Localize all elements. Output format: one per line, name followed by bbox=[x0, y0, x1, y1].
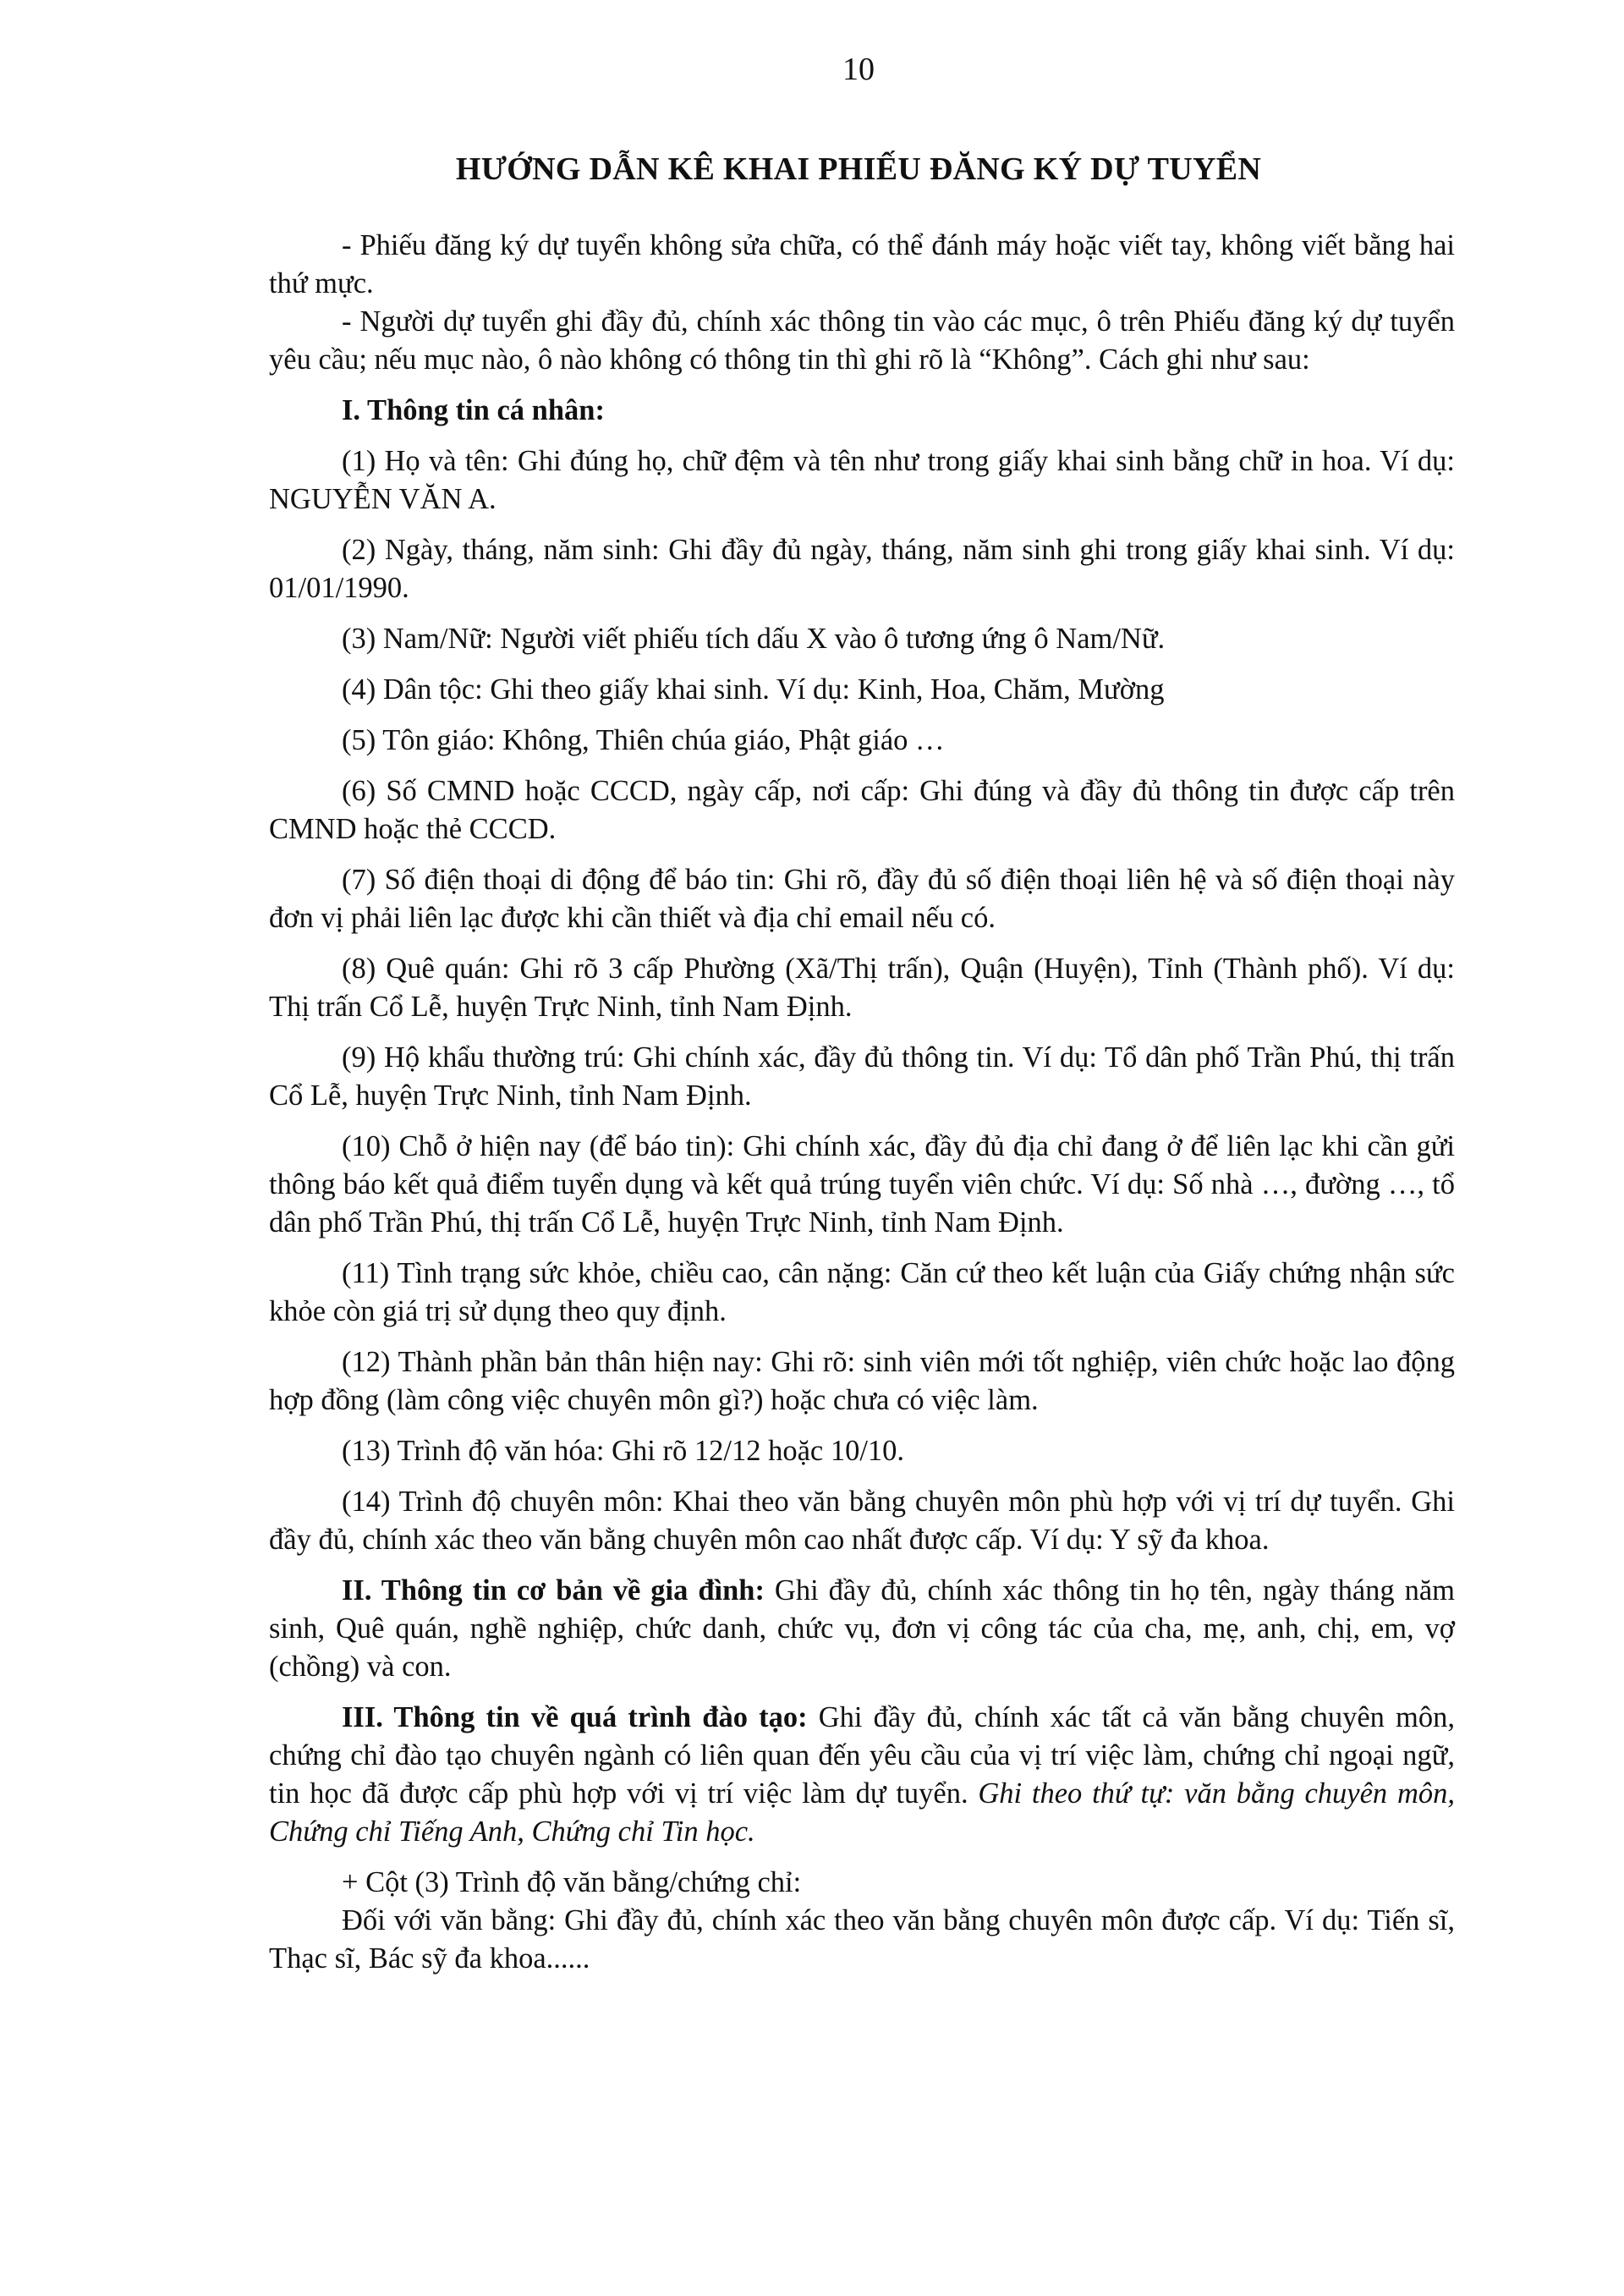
instruction-item: (14) Trình độ chuyên môn: Khai theo văn bằng chuyên môn phù hợp với vị trí dự tuyển. Ghi đầy đủ, chính xác theo văn bằng chuyên môn cao nhất được cấp. Ví dụ: Y sỹ đa khoa. bbox=[269, 1486, 1455, 1556]
section-training-info bbox=[269, 1699, 1455, 1851]
column3-text: Đối với văn bằng: Ghi đầy đủ, chính xác theo văn bằng chuyên môn được cấp. Ví dụ: Tiến sĩ, Thạc sĩ, Bác sỹ đa khoa...... bbox=[269, 1904, 1455, 1975]
instruction-item: (5) Tôn giáo: Không, Thiên chúa giáo, Phật giáo … bbox=[342, 724, 945, 756]
section-family-text: Ghi đầy đủ, chính xác thông tin họ tên, ngày tháng năm sinh, Quê quán, nghề nghiệp, chức danh, chức vụ, đơn vị công tác của cha, mẹ, anh, chị, em, vợ (chồng) và con. bbox=[269, 1574, 1455, 1683]
instruction-item: (4) Dân tộc: Ghi theo giấy khai sinh. Ví dụ: Kinh, Hoa, Chăm, Mường bbox=[342, 673, 1165, 706]
instruction-item: (1) Họ và tên: Ghi đúng họ, chữ đệm và tên như trong giấy khai sinh bằng chữ in hoa. Ví dụ: NGUYỄN VĂN A. bbox=[269, 445, 1455, 515]
column3-heading: + Cột (3) Trình độ văn bằng/chứng chỉ: bbox=[342, 1866, 802, 1898]
instruction-item: (9) Hộ khẩu thường trú: Ghi chính xác, đầy đủ thông tin. Ví dụ: Tổ dân phố Trần Phú, thị trấn Cổ Lễ, huyện Trực Ninh, tỉnh Nam Định. bbox=[269, 1041, 1455, 1112]
instruction-item: (3) Nam/Nữ: Người viết phiếu tích dấu X vào ô tương ứng ô Nam/Nữ. bbox=[342, 623, 1166, 655]
section-heading-training-info: III. Thông tin về quá trình đào tạo: bbox=[342, 1701, 808, 1733]
instruction-item: (10) Chỗ ở hiện nay (để báo tin): Ghi chính xác, đầy đủ địa chỉ đang ở để liên lạc khi cần gửi thông báo kết quả điểm tuyển dụng và kết quả trúng tuyển viên chức. Ví dụ: Số nhà …, đường …, tổ dân phố Trần Phú, thị trấn Cổ Lễ, huyện Trực Ninh, tỉnh Nam Định. bbox=[269, 1130, 1455, 1239]
intro-paragraph: - Phiếu đăng ký dự tuyển không sửa chữa, có thể đánh máy hoặc viết tay, không viết bằng hai thứ mực. bbox=[269, 229, 1455, 299]
instruction-item: (7) Số điện thoại di động để báo tin: Ghi rõ, đầy đủ số điện thoại liên hệ và số điện thoại này đơn vị phải liên lạc được khi cần thiết và địa chỉ email nếu có. bbox=[269, 864, 1455, 934]
instruction-item: (11) Tình trạng sức khỏe, chiều cao, cân nặng: Căn cứ theo kết luận của Giấy chứng nhận sức khỏe còn giá trị sử dụng theo quy định. bbox=[269, 1257, 1455, 1327]
document-body bbox=[269, 227, 1455, 1978]
instruction-item: (8) Quê quán: Ghi rõ 3 cấp Phường (Xã/Thị trấn), Quận (Huyện), Tỉnh (Thành phố). Ví dụ: Thị trấn Cổ Lễ, huyện Trực Ninh, tỉnh Nam Định. bbox=[269, 953, 1455, 1023]
document-title: HƯỚNG DẪN KÊ KHAI PHIẾU ĐĂNG KÝ DỰ TUYỂN bbox=[455, 151, 1262, 187]
page-number: 10 bbox=[842, 52, 875, 87]
section-heading-family-info: II. Thông tin cơ bản về gia đình: bbox=[342, 1574, 765, 1607]
section-training-order-note: Ghi theo thứ tự: văn bằng chuyên môn, Chứng chỉ Tiếng Anh, Chứng chỉ Tin học. bbox=[269, 1777, 1455, 1848]
instruction-item: (2) Ngày, tháng, năm sinh: Ghi đầy đủ ngày, tháng, năm sinh ghi trong giấy khai sinh. Ví dụ: 01/01/1990. bbox=[269, 534, 1455, 604]
section-training-text: Ghi đầy đủ, chính xác tất cả văn bằng chuyên môn, chứng chỉ đào tạo chuyên ngành có liên quan đến yêu cầu của vị trí việc làm, chứng chỉ ngoại ngữ, tin học đã được cấp phù hợp với vị trí việc làm dự tuyển. bbox=[269, 1701, 1456, 1810]
instruction-item: (12) Thành phần bản thân hiện nay: Ghi rõ: sinh viên mới tốt nghiệp, viên chức hoặc lao động hợp đồng (làm công việc chuyên môn gì?) hoặc chưa có việc làm. bbox=[269, 1346, 1455, 1416]
section-family-info bbox=[269, 1572, 1455, 1686]
instruction-item: (6) Số CMND hoặc CCCD, ngày cấp, nơi cấp: Ghi đúng và đầy đủ thông tin được cấp trên CMND hoặc thẻ CCCD. bbox=[269, 775, 1455, 845]
section-heading-personal-info: I. Thông tin cá nhân: bbox=[342, 394, 605, 426]
instruction-item: (13) Trình độ văn hóa: Ghi rõ 12/12 hoặc 10/10. bbox=[342, 1435, 905, 1467]
intro-paragraph: - Người dự tuyển ghi đầy đủ, chính xác thông tin vào các mục, ô trên Phiếu đăng ký dự tuyển yêu cầu; nếu mục nào, ô nào không có thông tin thì ghi rõ là “Không”. Cách ghi như sau: bbox=[269, 305, 1455, 376]
